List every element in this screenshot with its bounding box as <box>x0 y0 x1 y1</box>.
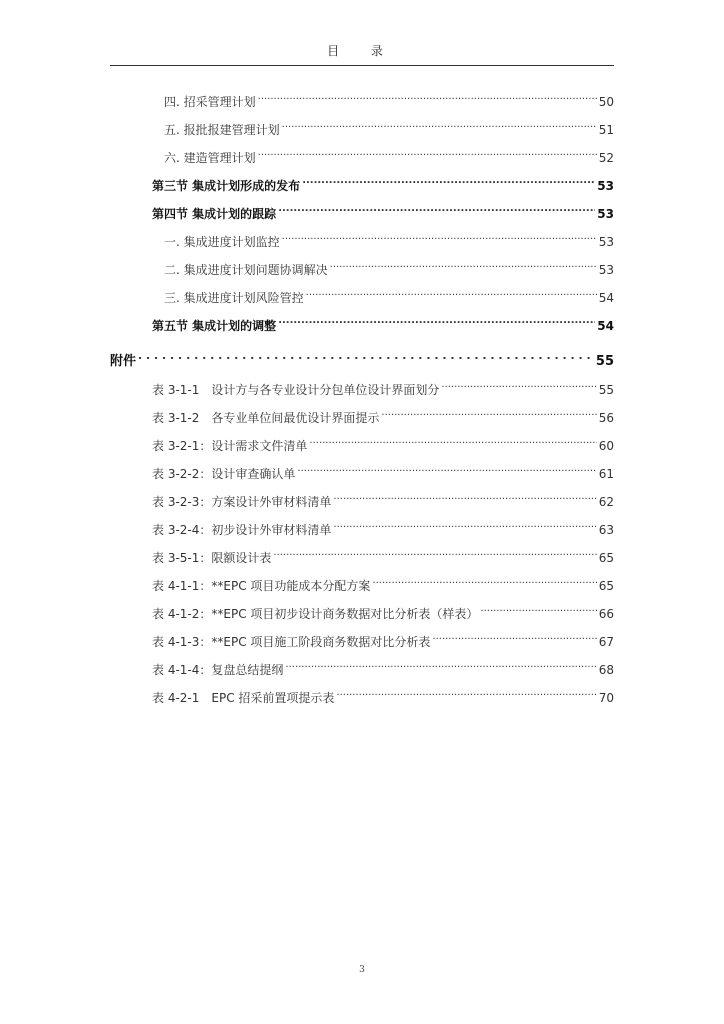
toc-table-entry[interactable] <box>152 688 614 706</box>
toc-dot-leader <box>138 351 594 365</box>
toc-entry-label: EPC 招采前置项提示表 <box>211 691 335 705</box>
toc-entry-page: 65 <box>598 579 614 593</box>
toc-dot-leader <box>372 576 596 590</box>
toc-table-entry[interactable] <box>152 632 614 650</box>
toc-entry-page: 55 <box>598 383 614 397</box>
toc-entry-label: **EPC 项目施工阶段商务数据对比分析表 <box>211 635 431 649</box>
toc-entry-page: 56 <box>598 411 614 425</box>
toc-entry-label: 一. 集成进度计划监控 <box>164 235 280 249</box>
toc-dot-leader <box>285 660 596 674</box>
toc-dot-leader <box>309 436 596 450</box>
toc-dot-leader <box>330 260 597 274</box>
toc-table-entry[interactable] <box>152 576 614 594</box>
toc-entry[interactable] <box>164 232 614 250</box>
toc-dot-leader <box>480 604 596 618</box>
toc-table-code: 表 4-1-2： <box>152 607 212 621</box>
toc-dot-leader <box>282 232 597 246</box>
toc-entry-page: 62 <box>598 495 614 509</box>
toc-dot-leader <box>441 380 596 394</box>
page-number: 3 <box>359 965 365 975</box>
toc-section-entry[interactable] <box>152 316 614 334</box>
toc-entry-page: 66 <box>598 607 614 621</box>
toc-table-code: 表 3-2-1： <box>152 439 212 453</box>
toc-section-entry[interactable] <box>152 204 614 222</box>
toc-table-code: 表 3-1-2 <box>152 411 200 425</box>
toc-dot-leader <box>258 92 597 106</box>
toc-table-code: 表 4-1-1： <box>152 579 212 593</box>
toc-entry-label: 三. 集成进度计划风险管控 <box>164 291 304 305</box>
toc-table-entry[interactable] <box>152 520 614 538</box>
toc-dot-leader <box>278 204 595 218</box>
toc-entry-label: 设计审查确认单 <box>211 467 296 481</box>
toc-entry-page: 52 <box>598 151 614 165</box>
toc-table-entry[interactable] <box>152 464 614 482</box>
toc-table-code: 表 3-5-1： <box>152 551 212 565</box>
toc-entry[interactable] <box>164 120 614 138</box>
toc-entry-page: 60 <box>598 439 614 453</box>
toc-entry-page: 70 <box>598 691 614 705</box>
toc-dot-leader <box>297 464 596 478</box>
toc-entry-label: 复盘总结提纲 <box>211 663 284 677</box>
toc-dot-leader <box>282 120 597 134</box>
toc-section-entry[interactable] <box>152 176 614 194</box>
toc-dot-leader <box>336 688 596 702</box>
toc-entry-label: **EPC 项目初步设计商务数据对比分析表（样表） <box>211 607 479 621</box>
toc-entry-label: 二. 集成进度计划问题协调解决 <box>164 263 328 277</box>
toc-entry[interactable] <box>164 288 614 306</box>
toc-entry-label: 五. 报批报建管理计划 <box>164 123 280 137</box>
toc-entry-page: 53 <box>597 207 614 221</box>
toc-entry-page: 54 <box>598 291 614 305</box>
toc-table-entry[interactable] <box>152 436 614 454</box>
toc-table-entry[interactable] <box>152 380 614 398</box>
toc-dot-leader <box>306 288 597 302</box>
toc-entry-page: 53 <box>597 179 614 193</box>
toc-entry-label: 设计需求文件清单 <box>211 439 308 453</box>
toc-dot-leader <box>333 492 596 506</box>
toc-table-code: 表 3-2-2： <box>152 467 212 481</box>
toc-table-code: 表 3-1-1 <box>152 383 200 397</box>
toc-table-entry[interactable] <box>152 492 614 510</box>
toc-entry-label: 设计方与各专业设计分包单位设计界面划分 <box>211 383 440 397</box>
toc-entry-page: 53 <box>598 235 614 249</box>
page-header-title: 目 录 <box>327 44 397 58</box>
toc-table-code: 表 4-1-3： <box>152 635 212 649</box>
toc-entry-label: 第五节 集成计划的调整 <box>152 319 277 333</box>
toc-entry[interactable] <box>164 260 614 278</box>
toc-table-code: 表 4-2-1 <box>152 691 200 705</box>
toc-table-entry[interactable] <box>152 660 614 678</box>
toc-chapter-entry[interactable] <box>110 351 614 370</box>
toc-entry-label: 四. 招采管理计划 <box>164 95 256 109</box>
toc-entry-page: 50 <box>598 95 614 109</box>
toc-entry-page: 61 <box>598 467 614 481</box>
toc-entry[interactable] <box>164 148 614 166</box>
toc-entry-page: 63 <box>598 523 614 537</box>
toc-entry-label: 初步设计外审材料清单 <box>211 523 332 537</box>
toc-entry-label: 方案设计外审材料清单 <box>211 495 332 509</box>
toc-table-entry[interactable] <box>152 604 614 622</box>
toc-dot-leader <box>432 632 596 646</box>
toc-dot-leader <box>333 520 596 534</box>
toc-dot-leader <box>278 316 595 330</box>
toc-entry-label: 附件 <box>110 354 137 369</box>
toc-entry-page: 68 <box>598 663 614 677</box>
toc-entry[interactable] <box>164 92 614 110</box>
toc-table-code: 表 3-2-4： <box>152 523 212 537</box>
toc-table-entry[interactable] <box>152 548 614 566</box>
toc-entry-label: 限额设计表 <box>211 551 272 565</box>
toc-entry-label: 第三节 集成计划形成的发布 <box>152 179 301 193</box>
toc-table-entry[interactable] <box>152 408 614 426</box>
toc-dot-leader <box>302 176 595 190</box>
toc-entry-label: 各专业单位间最优设计界面提示 <box>211 411 380 425</box>
toc-entry-page: 54 <box>597 319 614 333</box>
toc-entry-page: 67 <box>598 635 614 649</box>
toc-entry-label: 六. 建造管理计划 <box>164 151 256 165</box>
toc-table-code: 表 3-2-3： <box>152 495 212 509</box>
toc-dot-leader <box>273 548 596 562</box>
toc-entry-page: 51 <box>598 123 614 137</box>
toc-entry-page: 53 <box>598 263 614 277</box>
toc-entry-page: 65 <box>598 551 614 565</box>
toc-entry-page: 55 <box>595 354 614 369</box>
toc-entry-label: 第四节 集成计划的跟踪 <box>152 207 277 221</box>
toc-table-code: 表 4-1-4： <box>152 663 212 677</box>
toc-entry-label: **EPC 项目功能成本分配方案 <box>211 579 371 593</box>
toc-dot-leader <box>381 408 596 422</box>
header-divider <box>110 65 614 66</box>
toc-dot-leader <box>258 148 597 162</box>
